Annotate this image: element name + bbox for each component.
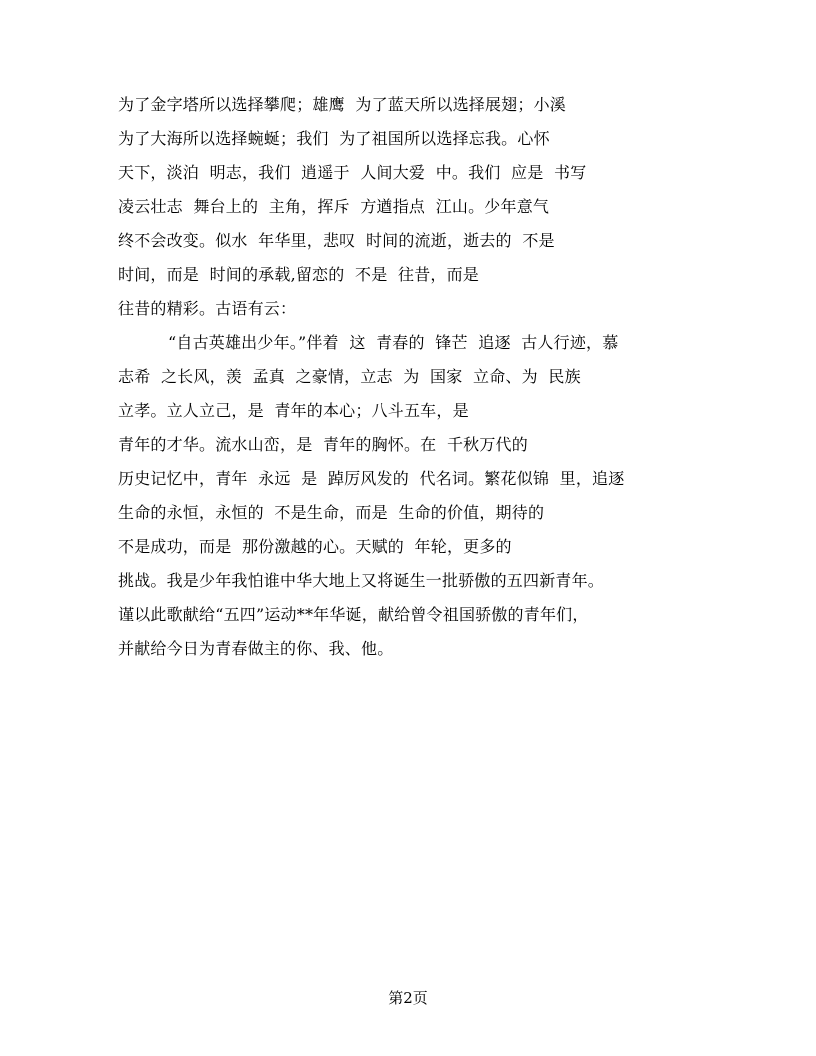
body-text [118, 88, 718, 666]
text-line: 往昔的精彩。古语有云： [118, 299, 297, 318]
text-line: 天下，淡泊 明志，我们 逍遥于 人间大爱 中。我们 应是 书写 [118, 163, 587, 182]
text-line: 终不会改变。似水 年华里，悲叹 时间的流逝，逝去的 不是 [118, 231, 555, 250]
page-number: 第2页 [388, 989, 428, 1007]
text-line: 为了金字塔所以选择攀爬；雄鹰 为了蓝天所以选择展翅；小溪 [118, 95, 566, 114]
text-line: 志希 之长风，羡 孟真 之豪情，立志 为 国家 立命、为 民族 [118, 367, 581, 386]
text-line: 时间，而是 时间的承载,留恋的 不是 往昔，而是 [118, 265, 480, 284]
text-line: 历史记忆中，青年 永远 是 踔厉风发的 代名词。繁花似锦 里，追逐 [118, 469, 625, 488]
text-line: 凌云壮志 舞台上的 主角，挥斥 方遒指点 江山。少年意气 [118, 197, 550, 216]
text-line: 并献给今日为青春做主的你、我、他。 [118, 639, 394, 658]
text-line: 挑战。我是少年我怕谁中华大地上又将诞生一批骄傲的五四新青年。 [118, 571, 605, 590]
text-line: 立孝。立人立己，是 青年的本心；八斗五车，是 [118, 401, 469, 420]
text-line: 生命的永恒，永恒的 不是生命，而是 生命的价值，期待的 [118, 503, 545, 522]
text-line: 谨以此歌献给“五四”运动**年华诞，献给曾令祖国骄傲的青年们， [118, 605, 589, 624]
text-line: 为了大海所以选择蜿蜒；我们 为了祖国所以选择忘我。心怀 [118, 129, 550, 148]
paragraph-start-line: “自古英雄出少年。”伴着 这 青春的 锋芒 追逐 古人行迹，慕 [168, 333, 619, 352]
text-line: 不是成功，而是 那份激越的心。天赋的 年轮，更多的 [118, 537, 512, 556]
text-line: 青年的才华。流水山峦，是 青年的胸怀。在 千秋万代的 [118, 435, 528, 454]
